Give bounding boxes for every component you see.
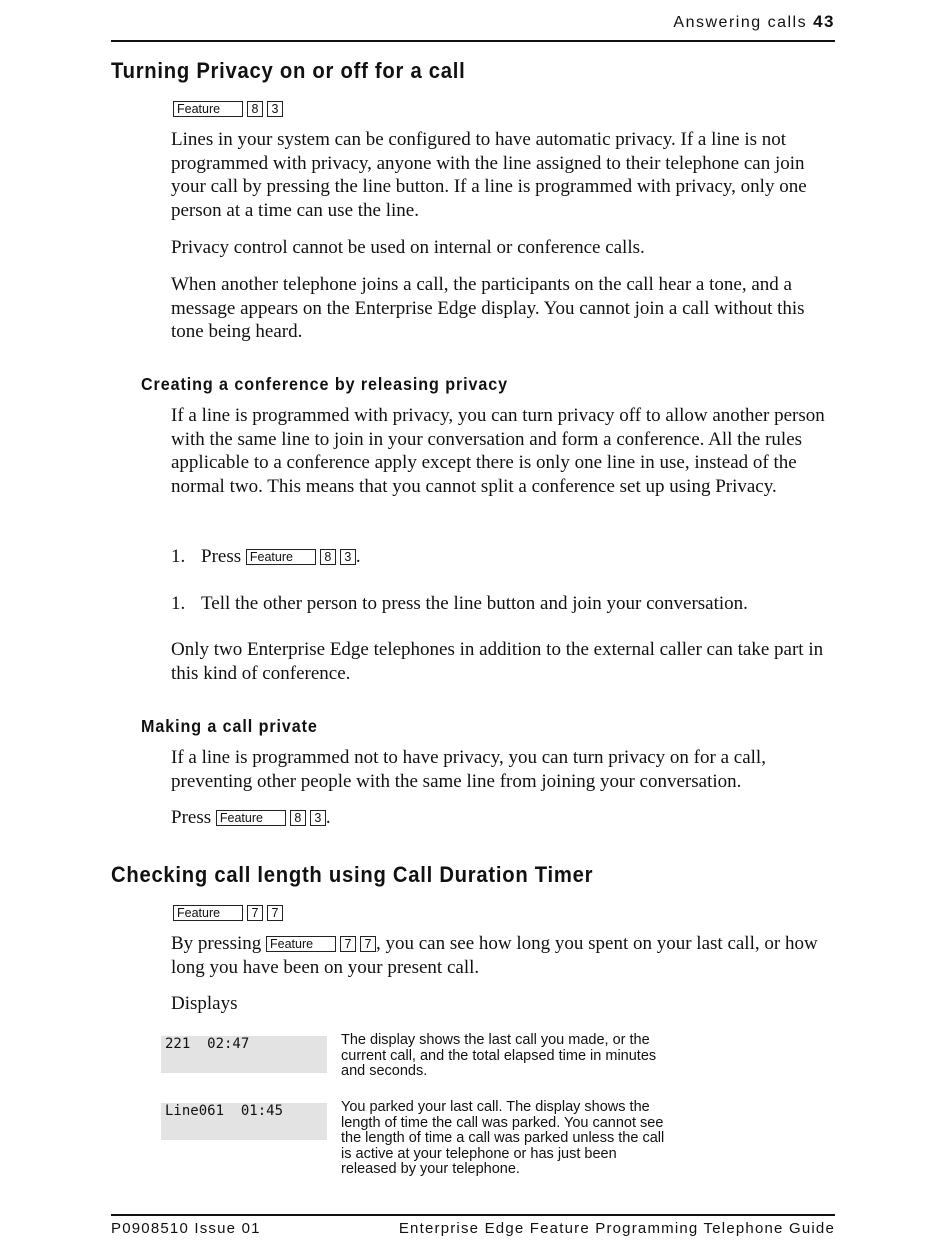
feature-key: Feature [246, 549, 316, 565]
footer-doc-id: P0908510 Issue 01 [111, 1220, 261, 1237]
step-text: Press [201, 546, 242, 567]
digit-key: 7 [360, 936, 376, 952]
privacy-paragraph-3: When another telephone joins a call, the participants on the call hear a tone, and a message appears on the Enterprise Edge display. You cannot join a call without this tone being heard. [171, 274, 805, 342]
conference-heading: Creating a conference by releasing privacy [141, 374, 509, 394]
display-description-1: The display shows the last call you made, or the current call, and the total elapsed time in minutes and seconds. [341, 1032, 657, 1079]
step-number: 1. [171, 593, 186, 614]
digit-key: 8 [247, 101, 263, 117]
privacy-paragraph-1: Lines in your system can be configured to have automatic privacy. If a line is not programmed with privacy, anyone with the line assigned to their telephone can join your call by pressing the line button. If a line is programmed with privacy, only one person at a time can use the line. [171, 129, 807, 221]
digit-key: 3 [310, 810, 326, 826]
step-key-sequence [246, 549, 356, 565]
conference-paragraph-1: If a line is programmed with privacy, you can turn privacy off to allow another person with the same line to join in your conversation and form a conference. All the rules applicable to a conference apply except there is only one line in use, instead of the normal two. This means that you cannot split a conference set up using Privacy. [171, 405, 825, 497]
digit-key: 8 [320, 549, 336, 565]
footer-guide-title: Enterprise Edge Feature Programming Telephone Guide [398, 1220, 835, 1237]
press-text: Press [171, 807, 212, 828]
display-description-2: You parked your last call. The display shows the length of time the call was parked. You cannot see the length of time a call was parked unless the call is active at your telephone or has just been released by your telephone. [341, 1099, 665, 1177]
timer-inline-keys [266, 936, 376, 952]
header-section-title: Answering calls [673, 14, 808, 31]
privacy-heading: Turning Privacy on or off for a call [111, 58, 466, 83]
conference-step-1: 1. Press Feature 8 3 . [171, 546, 361, 567]
page-number: 43 [813, 12, 835, 31]
digit-key: 7 [340, 936, 356, 952]
page-footer [111, 1214, 835, 1237]
private-key-sequence [216, 810, 326, 826]
display-screen-1: 221 02:47 [161, 1036, 327, 1073]
digit-key: 7 [267, 905, 283, 921]
private-press-line: Press Feature 8 3 . [171, 807, 331, 828]
private-paragraph: If a line is programmed not to have privacy, you can turn privacy on for a call, preventing other people with the same line from joining your conversation. [171, 747, 766, 792]
digit-key: 3 [267, 101, 283, 117]
timer-key-sequence [173, 905, 283, 921]
step-text: Tell the other person to press the line button and join your conversation. [201, 593, 748, 614]
digit-key: 3 [340, 549, 356, 565]
timer-text-prefix: By pressing [171, 933, 262, 954]
digit-key: 7 [247, 905, 263, 921]
display-screen-2: Line061 01:45 [161, 1103, 327, 1140]
displays-label: Displays [171, 993, 238, 1014]
conference-step-2 [171, 592, 748, 616]
timer-text-suffix: , you can see how long you spent on your last call, or how long you have been on your present call. [171, 933, 818, 978]
step-number: 1. [171, 546, 186, 567]
conference-paragraph-2: Only two Enterprise Edge telephones in addition to the external caller can take part in this kind of conference. [171, 639, 824, 684]
digit-key: 8 [290, 810, 306, 826]
private-heading: Making a call private [141, 716, 318, 736]
feature-key: Feature [266, 936, 336, 952]
timer-heading: Checking call length using Call Duration Timer [111, 862, 594, 887]
feature-key: Feature [173, 101, 243, 117]
timer-paragraph [171, 932, 835, 979]
feature-key: Feature [216, 810, 286, 826]
privacy-key-sequence [173, 101, 283, 117]
privacy-paragraph-2: Privacy control cannot be used on internal or conference calls. [171, 237, 645, 258]
feature-key: Feature [173, 905, 243, 921]
page-header [111, 12, 835, 42]
